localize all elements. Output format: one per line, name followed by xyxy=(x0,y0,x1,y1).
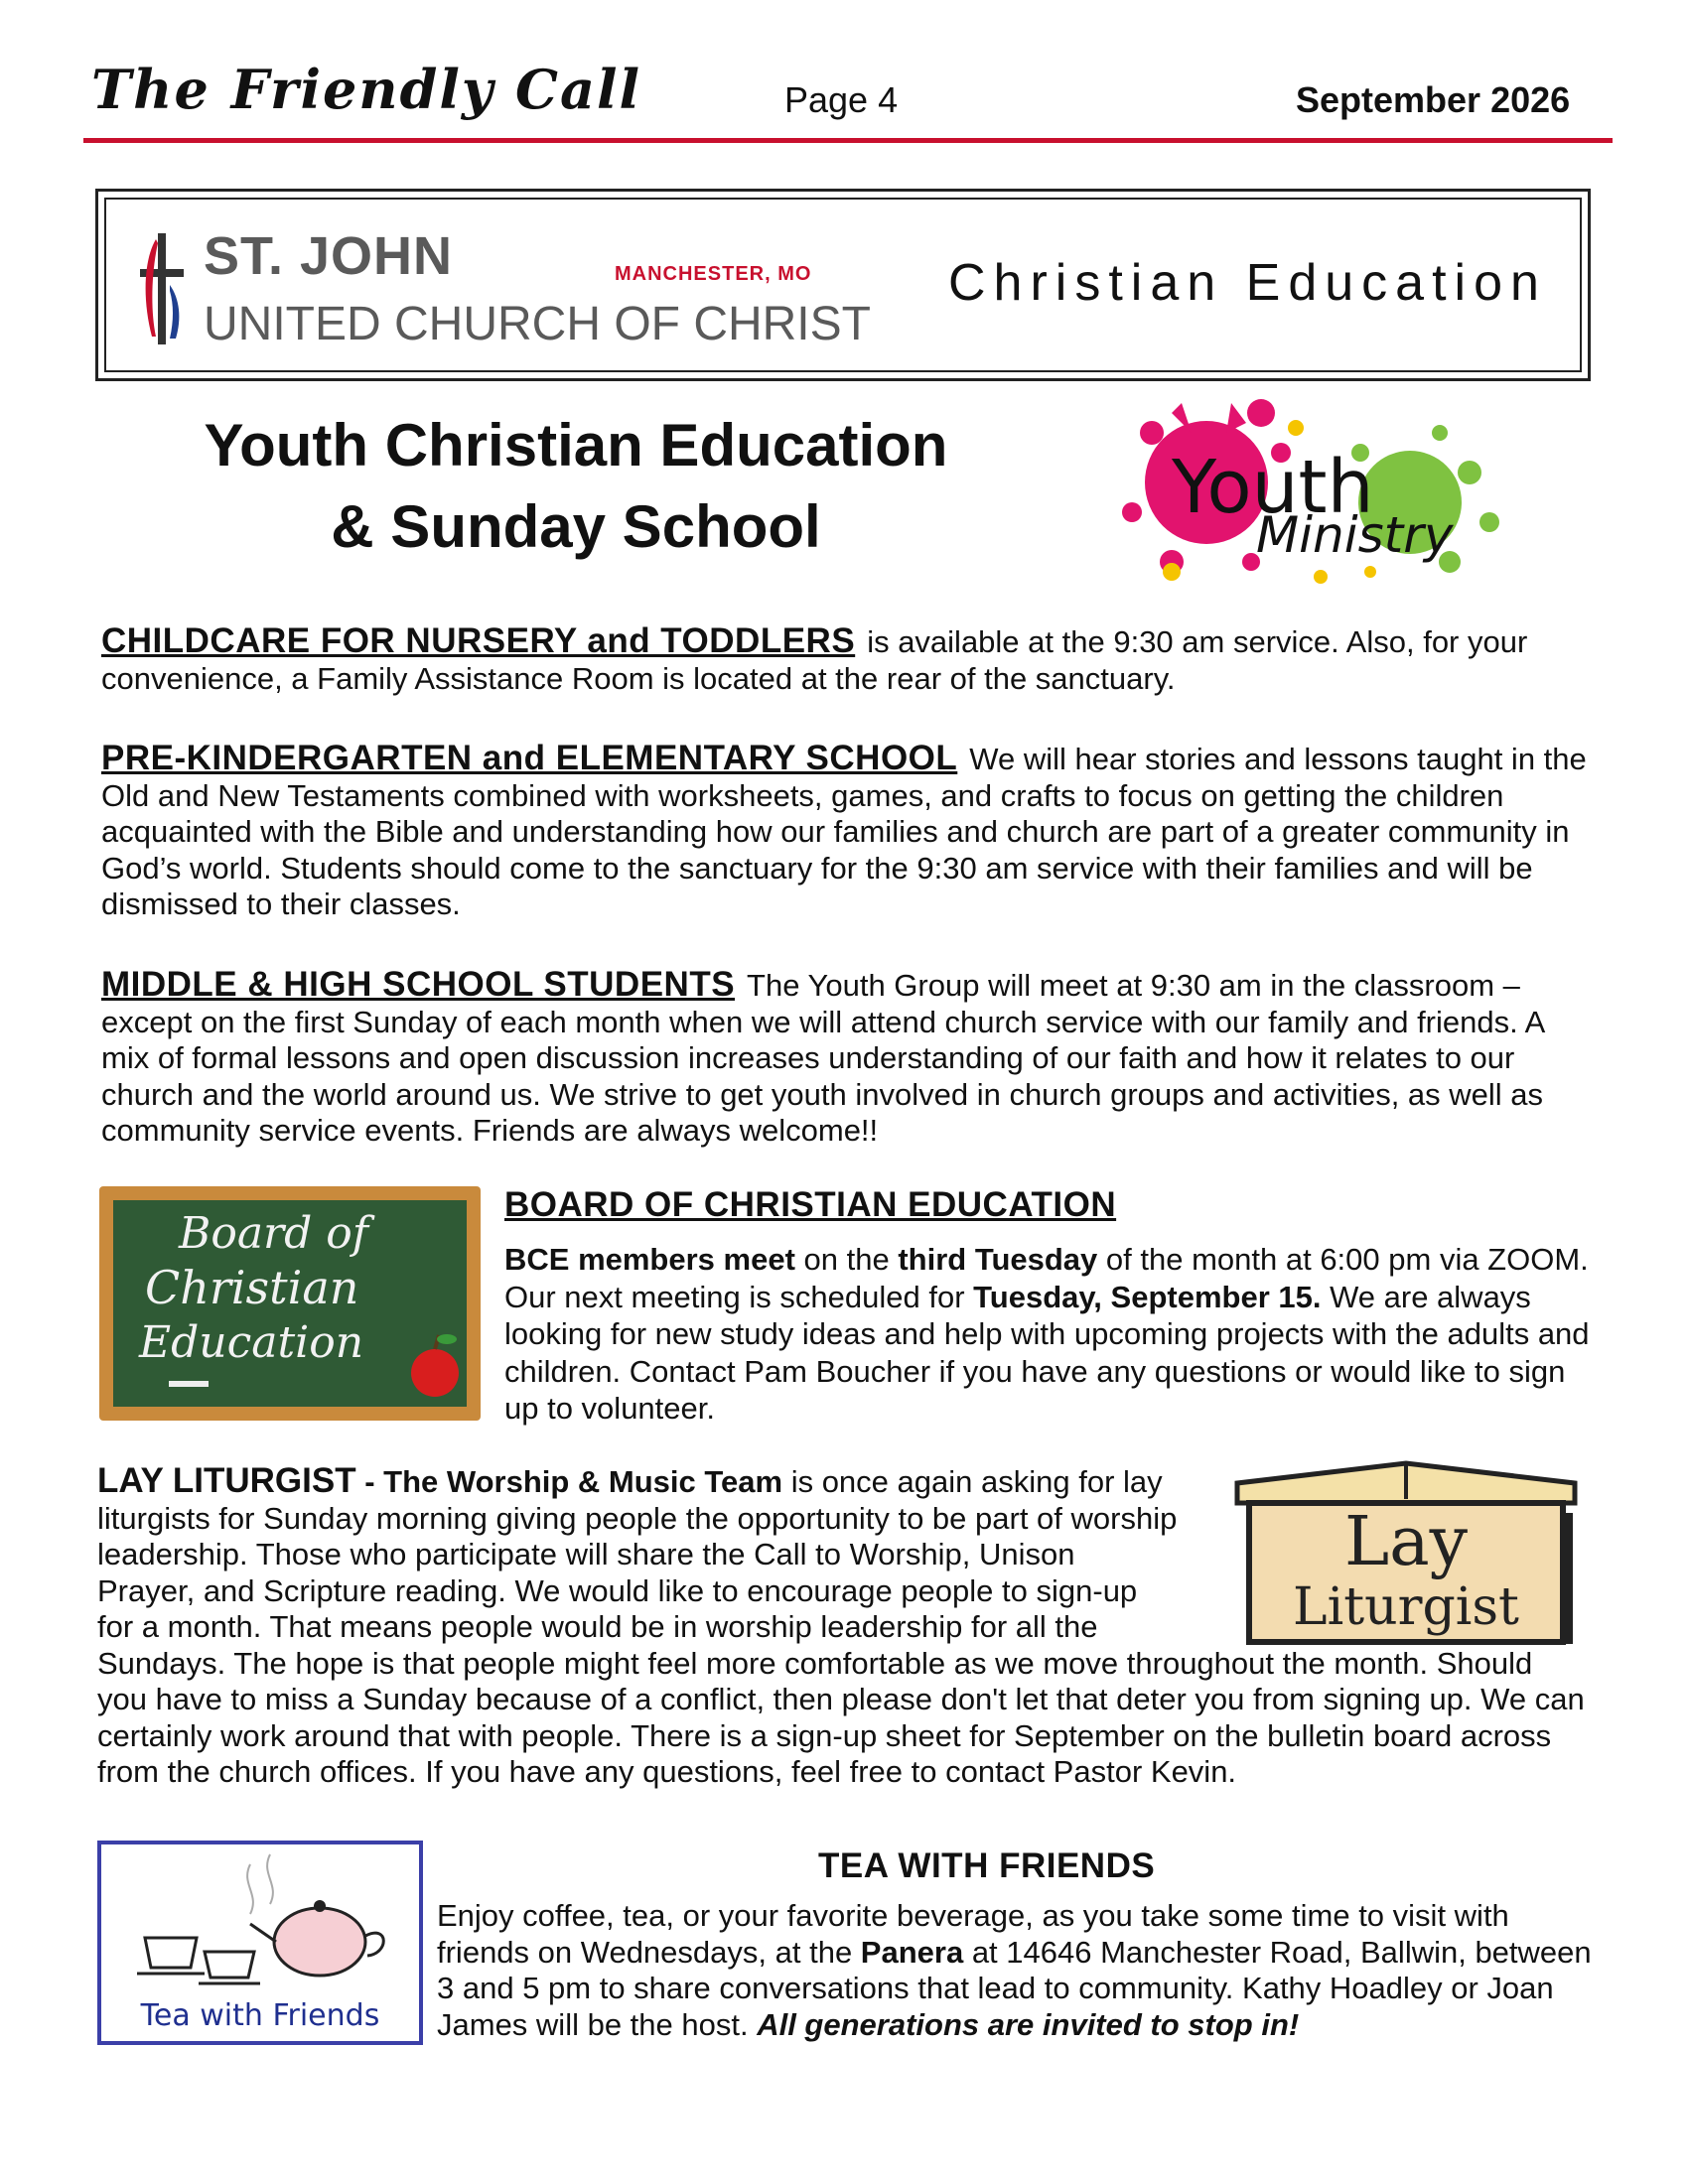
headline-line-1: Youth Christian Education xyxy=(204,412,948,478)
tea-bold-panera: Panera xyxy=(860,1934,964,1970)
mhs-heading: MIDDLE & HIGH SCHOOL STUDENTS xyxy=(101,965,736,1004)
tea-text xyxy=(437,1898,1609,2043)
logo-denomination: UNITED CHURCH OF CHRIST xyxy=(204,298,871,350)
board-line-2: Christian xyxy=(145,1261,359,1314)
tea-invite: All generations are invited to stop in! xyxy=(757,2006,1300,2042)
board-line-3: Education xyxy=(139,1317,364,1368)
page-headline xyxy=(99,405,1053,568)
tea-text-2: at 14646 Manchester Road, Ballwin, between 3 and 5 pm to share conversations that lead to community. Kathy Hoadley or Joan James will be the host. xyxy=(437,1934,1592,2042)
banner-inner-frame xyxy=(104,198,1582,372)
section-middle-high xyxy=(101,967,1591,1150)
chalkboard-image xyxy=(99,1186,481,1421)
lay-body: is once again asking for lay liturgists for Sunday morning giving people the opportunity to be part of worship leadership. Those who participate will share the Call to Worship, Unison Prayer, and Scripture reading. We would like to encourage people to sign-up for a month. That means people would be in worship leadership for all the Sundays. The hope is that people might feel more comfortable as we move throughout the month. Should you have to miss a Sunday because of a conflict, then please don't let that deter you from signing up. We can certainly work around that with people. There is a sign-up sheet for September on the bulletin board across from the church offices. If you have any questions, feel free to contact Pastor Kevin. xyxy=(97,1464,1585,1789)
section-banner xyxy=(95,189,1591,381)
childcare-heading: CHILDCARE FOR NURSERY and TODDLERS xyxy=(101,621,856,660)
tea-image-caption: Tea with Friends xyxy=(140,1998,380,2033)
bce-heading: BOARD OF CHRISTIAN EDUCATION xyxy=(504,1185,1117,1224)
tea-heading: TEA WITH FRIENDS xyxy=(818,1846,1156,1885)
childcare-text: is available at the 9:30 am service. Also, for your convenience, a Family Assistance Room is located at the rear of the sanctuary. xyxy=(101,624,1528,696)
youth-art-word-1: Youth xyxy=(1172,445,1374,530)
sign-line-1: Lay xyxy=(1343,1503,1469,1581)
lay-liturgist-section xyxy=(97,1463,1587,1791)
bce-bold-1: BCE members meet xyxy=(504,1242,795,1277)
bce-text-1: on the xyxy=(794,1242,899,1277)
headline-line-2: & Sunday School xyxy=(331,493,821,560)
bce-bold-3: Tuesday, September 15. xyxy=(973,1279,1322,1314)
prek-heading: PRE-KINDERGARTEN and ELEMENTARY SCHOOL xyxy=(101,739,958,777)
mhs-text: The Youth Group will meet at 9:30 am in the classroom – except on the first Sunday of each month when we will attend church service with our family and friends. A mix of formal lessons and open discussion increases understanding of our faith and how it relates to our church and the world around us. We strive to get youth involved in church groups and activities, as well as community service events. Friends are always welcome!! xyxy=(101,968,1544,1148)
issue-date: September 2026 xyxy=(1296,79,1571,120)
church-logo-icon xyxy=(136,229,190,348)
tea-text-1: Enjoy coffee, tea, or your favorite beverage, as you take some time to visit with friends on Wednesdays, at the xyxy=(437,1898,1509,1970)
header-rule xyxy=(83,138,1613,143)
bce-bold-2: third Tuesday xyxy=(898,1242,1098,1277)
section-prek xyxy=(101,741,1591,923)
bce-text-2: of the month at 6:00 pm via ZOOM. Our next meeting is scheduled for xyxy=(504,1242,1589,1314)
page-number: Page 4 xyxy=(784,79,899,120)
lay-team: The Worship & Music Team xyxy=(383,1464,783,1499)
lay-dash: - xyxy=(355,1464,384,1499)
prek-text: We will hear stories and lessons taught in the Old and New Testaments combined with worksheets, games, and crafts to focus on getting the children acquainted with the Bible and understanding how our families and church are part of a greater community in God’s world. Students should come to the sanctuary for the 9:30 am service with their families and will be dismissed to their classes. xyxy=(101,742,1587,921)
bce-text xyxy=(504,1241,1607,1428)
tea-with-friends-image xyxy=(97,1841,423,2045)
logo-church-name: ST. JOHN xyxy=(204,226,454,286)
youth-ministry-splash-image xyxy=(1112,393,1509,602)
board-line-1: Board of xyxy=(179,1208,369,1259)
bce-text-3: We are always looking for new study ideas and help with upcoming projects with the adults and children. Contact Pam Boucher if you have any questions or would like to sign up to volunteer. xyxy=(504,1279,1590,1426)
youth-art-word-2: Ministry xyxy=(1256,506,1454,564)
logo-location: MANCHESTER, MO xyxy=(615,263,812,285)
banner-title: Christian Education xyxy=(948,254,1547,312)
lay-heading: LAY LITURGIST xyxy=(97,1461,356,1500)
sign-line-2: Liturgist xyxy=(1293,1577,1519,1637)
masthead: The Friendly Call xyxy=(91,58,642,121)
section-childcare xyxy=(101,623,1591,697)
